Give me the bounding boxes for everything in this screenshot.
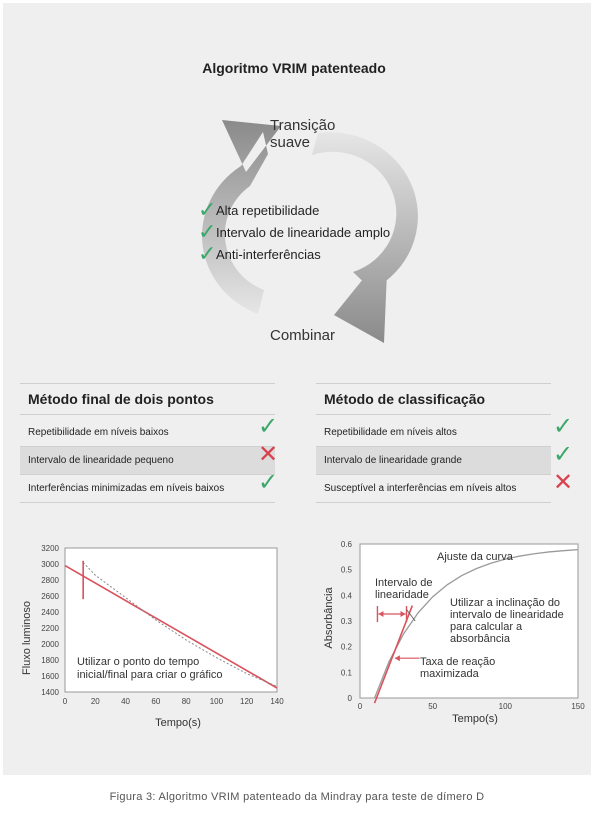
cycle-top-label-line1: Transição <box>270 117 336 134</box>
x-tick-label: 0 <box>357 702 363 711</box>
feature-text: Intervalo de linearidade amplo <box>216 224 391 240</box>
method-table-classification <box>316 383 551 503</box>
feature-item <box>198 243 390 265</box>
method-title: Método final de dois pontos <box>20 383 275 415</box>
x-tick-label: 120 <box>240 697 254 706</box>
x-tick-label: 0 <box>62 697 68 706</box>
checkmark-icon: ✓ <box>198 197 217 222</box>
chart-luminous-flux <box>15 538 290 733</box>
slope-annotation: Utilizar a inclinação do intervalo de linearidade para calcular a absorbância <box>450 597 564 645</box>
y-tick-label: 2800 <box>41 576 59 585</box>
method-row <box>316 447 551 475</box>
cycle-top-label <box>270 117 335 151</box>
feature-item <box>198 199 390 221</box>
y-tick-label: 0.2 <box>340 642 352 652</box>
cross-icon: ✕ <box>553 469 574 496</box>
method-row <box>20 447 275 475</box>
rate-annotation: Taxa de reação maximizada <box>420 656 496 680</box>
cycle-top-label-line2: suave <box>270 134 311 151</box>
checkmark-icon: ✓ <box>258 469 279 496</box>
y-axis-label: Fluxo luminoso <box>21 601 33 675</box>
y-tick-label: 0 <box>347 694 352 703</box>
y-tick-label: 0.6 <box>340 540 352 549</box>
checkmark-icon: ✓ <box>198 219 217 244</box>
checkmark-icon: ✓ <box>553 413 574 440</box>
feature-list <box>198 199 390 265</box>
y-tick-label: 2600 <box>41 592 59 601</box>
checkmark-icon: ✓ <box>198 241 217 266</box>
x-tick-label: 80 <box>181 697 191 706</box>
x-tick-label: 60 <box>151 697 161 706</box>
y-tick-label: 1600 <box>41 672 59 681</box>
y-tick-label: 0.1 <box>340 668 352 678</box>
method-row-text: Repetibilidade em níveis baixos <box>28 427 169 438</box>
y-tick-label: 3000 <box>41 560 59 569</box>
method-row <box>20 419 275 447</box>
curve-fit-label: Ajuste da curva <box>437 551 513 563</box>
y-tick-label: 0.4 <box>340 591 352 601</box>
method-row <box>316 419 551 447</box>
y-tick-label: 1800 <box>41 656 59 665</box>
x-tick-label: 50 <box>428 702 438 711</box>
method-row-text: Intervalo de linearidade pequeno <box>28 455 174 466</box>
x-tick-label: 100 <box>209 697 224 706</box>
y-tick-label: 3200 <box>41 544 59 553</box>
checkmark-icon: ✓ <box>258 413 279 440</box>
x-tick-label: 40 <box>121 697 131 706</box>
y-axis-label: Absorbância <box>323 587 335 649</box>
x-axis-label: Tempo(s) <box>452 713 498 725</box>
x-axis-label: Tempo(s) <box>155 717 201 729</box>
method-row-text: Repetibilidade em níveis altos <box>324 427 457 438</box>
cycle-bottom-label: Combinar <box>270 327 336 344</box>
y-tick-label: 0.5 <box>340 565 352 575</box>
x-tick-label: 20 <box>90 697 100 706</box>
cross-icon: ✕ <box>258 441 279 468</box>
y-tick-label: 0.3 <box>340 617 352 626</box>
feature-text: Alta repetibilidade <box>216 202 320 218</box>
method-row-text: Susceptível a interferências em níveis altos <box>324 483 517 494</box>
method-table-two-point <box>20 383 275 503</box>
y-tick-label: 1400 <box>41 688 59 697</box>
x-tick-label: 140 <box>270 697 284 706</box>
feature-item <box>198 221 390 243</box>
x-tick-label: 150 <box>571 702 585 711</box>
method-row-text: Interferências minimizadas em níveis baixos <box>28 483 225 494</box>
checkmark-icon: ✓ <box>553 441 574 468</box>
diagram-title: Algoritmo VRIM patenteado <box>202 60 386 76</box>
y-tick-label: 2000 <box>41 640 59 649</box>
x-tick-label: 100 <box>498 702 513 711</box>
method-row <box>20 475 275 503</box>
figure-caption: Figura 3: Algoritmo VRIM patenteado da Mindray para teste de dímero D <box>109 791 485 803</box>
method-row-text: Intervalo de linearidade grande <box>324 455 462 466</box>
method-title: Método de classificação <box>316 383 551 415</box>
y-tick-label: 2400 <box>41 608 59 617</box>
y-tick-label: 2200 <box>41 624 59 633</box>
feature-text: Anti-interferências <box>216 246 321 262</box>
interval-annotation: Intervalo de linearidade <box>375 577 433 601</box>
chart1-annotation: Utilizar o ponto do tempo inicial/final para criar o gráfico <box>77 656 223 681</box>
method-row <box>316 475 551 503</box>
